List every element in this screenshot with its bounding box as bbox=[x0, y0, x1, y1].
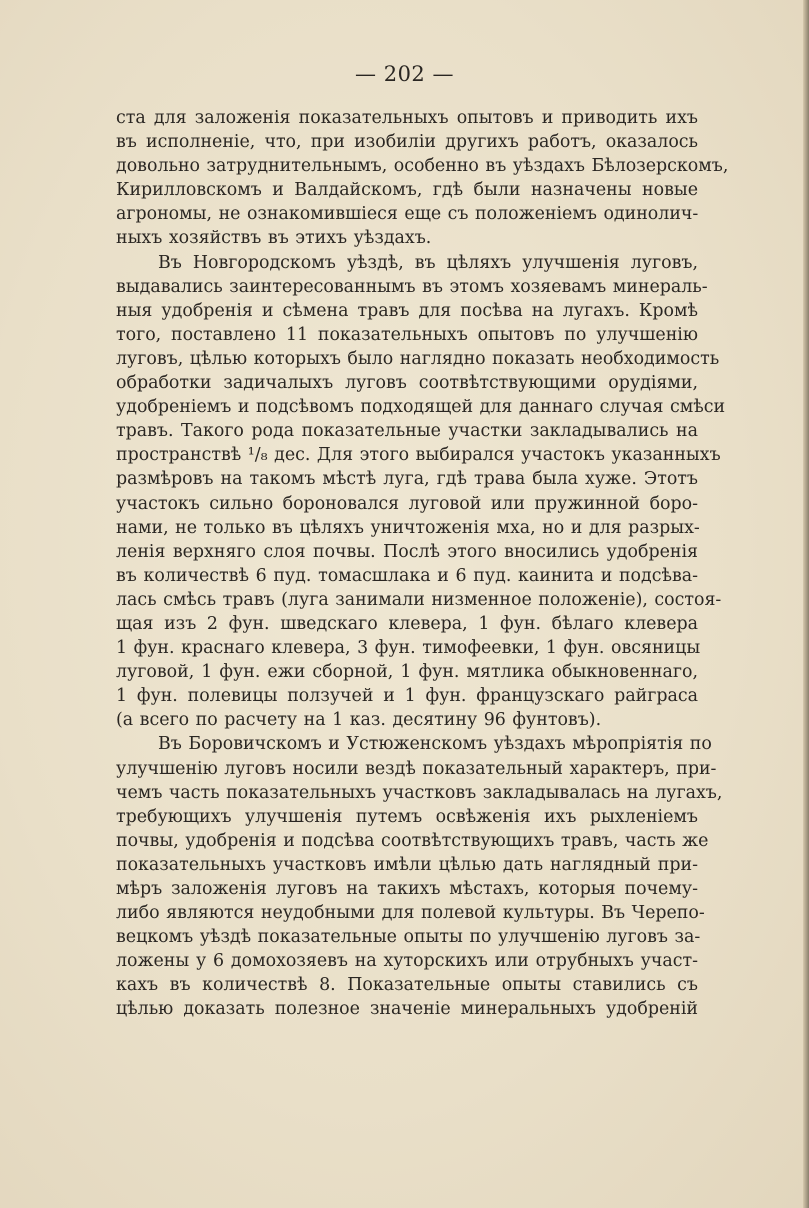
text-line: пространствѣ ¹/₈ дес. Для этого выбирался участокъ указанныхъ bbox=[116, 445, 721, 466]
text-line: обработки задичалыхъ луговъ соотвѣтствующими орудіями, bbox=[116, 373, 698, 394]
text-line: участокъ сильно бороновался луговой или пружинной боро- bbox=[116, 493, 698, 514]
text-line: агрономы, не ознакомившіеся еще съ положеніемъ одинолич- bbox=[116, 204, 699, 225]
text-line: нами, не только въ цѣляхъ уничтоженія мха, но и для разрых- bbox=[116, 517, 700, 538]
text-line: щая изъ 2 фун. шведскаго клевера, 1 фун. бѣлаго клевера bbox=[116, 613, 698, 634]
paragraph-first-line: Въ Боровичскомъ и Устюженскомъ уѣздахъ мѣропріятія по bbox=[158, 734, 712, 755]
text-line: чемъ часть показательныхъ участковъ закладывалась на лугахъ, bbox=[116, 782, 723, 803]
text-line: Кирилловскомъ и Валдайскомъ, гдѣ были назначены новые bbox=[116, 180, 698, 201]
text-line: въ исполненіе, что, при изобиліи другихъ работъ, оказалось bbox=[116, 132, 698, 153]
text-line: луговой, 1 фун. ежи сборной, 1 фун. мятлика обыкновеннаго, bbox=[116, 662, 698, 683]
text-line: луговъ, цѣлью которыхъ было наглядно показать необходимость bbox=[116, 348, 720, 369]
text-line: удобреніемъ и подсѣвомъ подходящей для даннаго случая смѣси bbox=[116, 397, 726, 418]
text-line: (а всего по расчету на 1 каз. десятину 96 фунтовъ). bbox=[116, 710, 602, 731]
text-line: мѣръ заложенія луговъ на такихъ мѣстахъ, которыя почему- bbox=[116, 879, 698, 899]
page-number: — 202 — bbox=[355, 62, 454, 86]
text-line: цѣлью доказать полезное значеніе минеральныхъ удобреній bbox=[116, 999, 698, 1020]
text-line: размѣровъ на такомъ мѣстѣ луга, гдѣ трава была хуже. Этотъ bbox=[116, 469, 698, 490]
text-line: либо являются неудобными для полевой культуры. Въ Черепо- bbox=[116, 903, 705, 924]
text-line: ста для заложенія показательныхъ опытовъ и приводить ихъ bbox=[116, 108, 698, 128]
text-line: того, поставлено 11 показательныхъ опытовъ по улучшенію bbox=[116, 324, 698, 345]
text-line: довольно затруднительнымъ, особенно въ уѣздахъ Бѣлозерскомъ, bbox=[116, 156, 729, 177]
text-line: лась смѣсь травъ (луга занимали низменное положеніе), состоя- bbox=[116, 589, 722, 610]
body-text bbox=[116, 106, 729, 1022]
text-line: ложены у 6 домохозяевъ на хуторскихъ или отрубныхъ участ- bbox=[116, 951, 698, 972]
text-line: травъ. Такого рода показательные участки закладывались на bbox=[116, 421, 698, 442]
text-line: улучшенію луговъ носили вездѣ показательный характеръ, при- bbox=[116, 758, 717, 779]
text-line: 1 фун. полевицы ползучей и 1 фун. французскаго райграса bbox=[116, 686, 698, 707]
text-line: кахъ въ количествѣ 8. Показательные опыты ставились съ bbox=[116, 975, 698, 996]
paragraph-first-line: Въ Новгородскомъ уѣздѣ, въ цѣляхъ улучшенія луговъ, bbox=[158, 252, 698, 273]
text-line: требующихъ улучшенія путемъ освѣженія ихъ рыхленіемъ bbox=[116, 806, 698, 827]
text-line: въ количествѣ 6 пуд. томасшлака и 6 пуд. каинита и подсѣва- bbox=[116, 565, 698, 586]
text-line: показательныхъ участковъ имѣли цѣлью дать наглядный при- bbox=[116, 854, 698, 875]
text-line: ленія верхняго слоя почвы. Послѣ этого вносились удобренія bbox=[116, 541, 698, 562]
text-line: вецкомъ уѣздѣ показательные опыты по улучшенію луговъ за- bbox=[116, 927, 701, 948]
text-line: выдавались заинтересованнымъ въ этомъ хозяевамъ минераль- bbox=[116, 276, 708, 297]
page-binding-edge bbox=[803, 0, 809, 1208]
text-line: 1 фун. краснаго клевера, 3 фун. тимофеевки, 1 фун. овсяницы bbox=[116, 638, 701, 659]
text-line: почвы, удобренія и подсѣва соотвѣтствующихъ травъ, часть же bbox=[116, 830, 709, 851]
text-line: ныхъ хозяйствъ въ этихъ уѣздахъ. bbox=[116, 228, 432, 249]
text-line: ныя удобренія и сѣмена травъ для посѣва на лугахъ. Кромѣ bbox=[116, 300, 698, 321]
